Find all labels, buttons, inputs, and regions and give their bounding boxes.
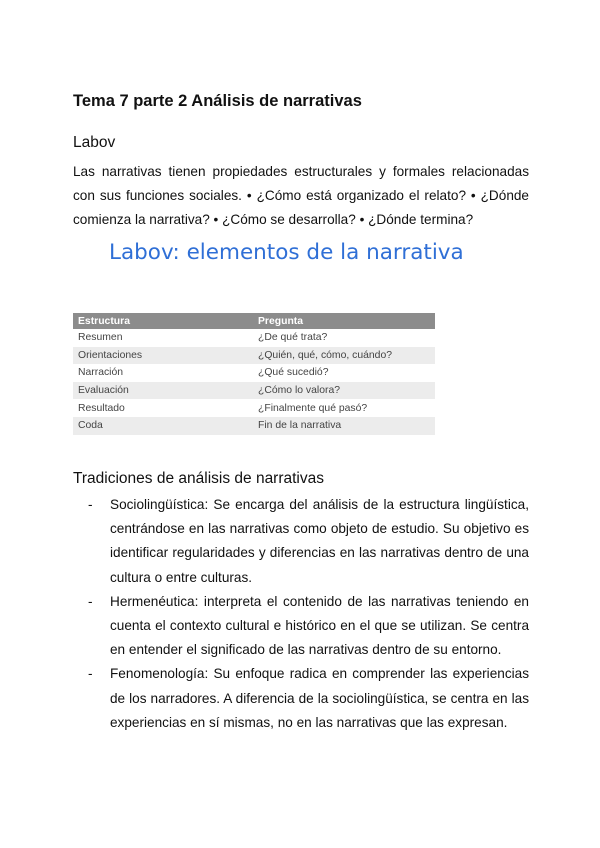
cell-estructura: Resultado — [73, 399, 253, 417]
cell-estructura: Evaluación — [73, 382, 253, 400]
table-row — [73, 399, 435, 417]
column-header-pregunta: Pregunta — [253, 313, 435, 329]
cell-pregunta: ¿Cómo lo valora? — [253, 382, 435, 400]
table-row — [73, 364, 435, 382]
cell-estructura: Orientaciones — [73, 347, 253, 365]
cell-pregunta: ¿De qué trata? — [253, 329, 435, 347]
cell-estructura: Coda — [73, 417, 253, 435]
table-row — [73, 347, 435, 365]
cell-estructura: Resumen — [73, 329, 253, 347]
bullet-dash: - — [88, 666, 93, 682]
section-heading-tradiciones: Tradiciones de análisis de narrativas — [73, 470, 324, 487]
labov-paragraph: Las narrativas tienen propiedades estructurales y formales relacionadas con sus funciones sociales. • ¿Cómo está organizado el relato? • ¿Dónde comienza la narrativa? • ¿Cómo se desarrolla? • ¿Dónde termina? — [73, 164, 529, 227]
cell-pregunta: ¿Finalmente qué pasó? — [253, 399, 435, 417]
tradiciones-list — [73, 493, 529, 735]
cell-pregunta: ¿Qué sucedió? — [253, 364, 435, 382]
table-row — [73, 329, 435, 347]
table-row — [73, 417, 435, 435]
cell-pregunta: ¿Quién, qué, cómo, cuándo? — [253, 347, 435, 365]
column-header-estructura: Estructura — [73, 313, 253, 329]
table-row — [73, 382, 435, 400]
bullet-dash: - — [88, 593, 93, 609]
cell-estructura: Narración — [73, 364, 253, 382]
bullet-dash: - — [88, 497, 93, 512]
list-item-text: Sociolingüística: Se encarga del análisis de la estructura lingüística, centrándose en las narrativas como objeto de estudio. Su objetivo es identificar regularidades y diferencias en las narrativas dentro de una cultura o entre culturas. — [110, 497, 529, 585]
cell-pregunta: Fin de la narrativa — [253, 417, 435, 435]
section-heading-labov: Labov — [73, 134, 116, 151]
list-item — [73, 590, 529, 663]
figure-title: Labov: elementos de la narrativa — [109, 240, 464, 265]
list-item-text: Hermenéutica: interpreta el contenido de las narrativas teniendo en cuenta el contexto cultural e histórico en el que se utilizan. Se centra en entender el significado de las narrativas dentro de su entorno. — [110, 593, 529, 658]
list-item — [73, 662, 529, 735]
table-header-row — [73, 313, 435, 329]
list-item — [73, 493, 529, 590]
list-item-text: Fenomenología: Su enfoque radica en comprender las experiencias de los narradores. A diferencia de la sociolingüística, se centra en las experiencias en sí mismas, no en las narrativas que las expresan. — [110, 666, 529, 730]
page-title: Tema 7 parte 2 Análisis de narrativas — [73, 92, 362, 110]
labov-structure-table — [73, 313, 435, 435]
